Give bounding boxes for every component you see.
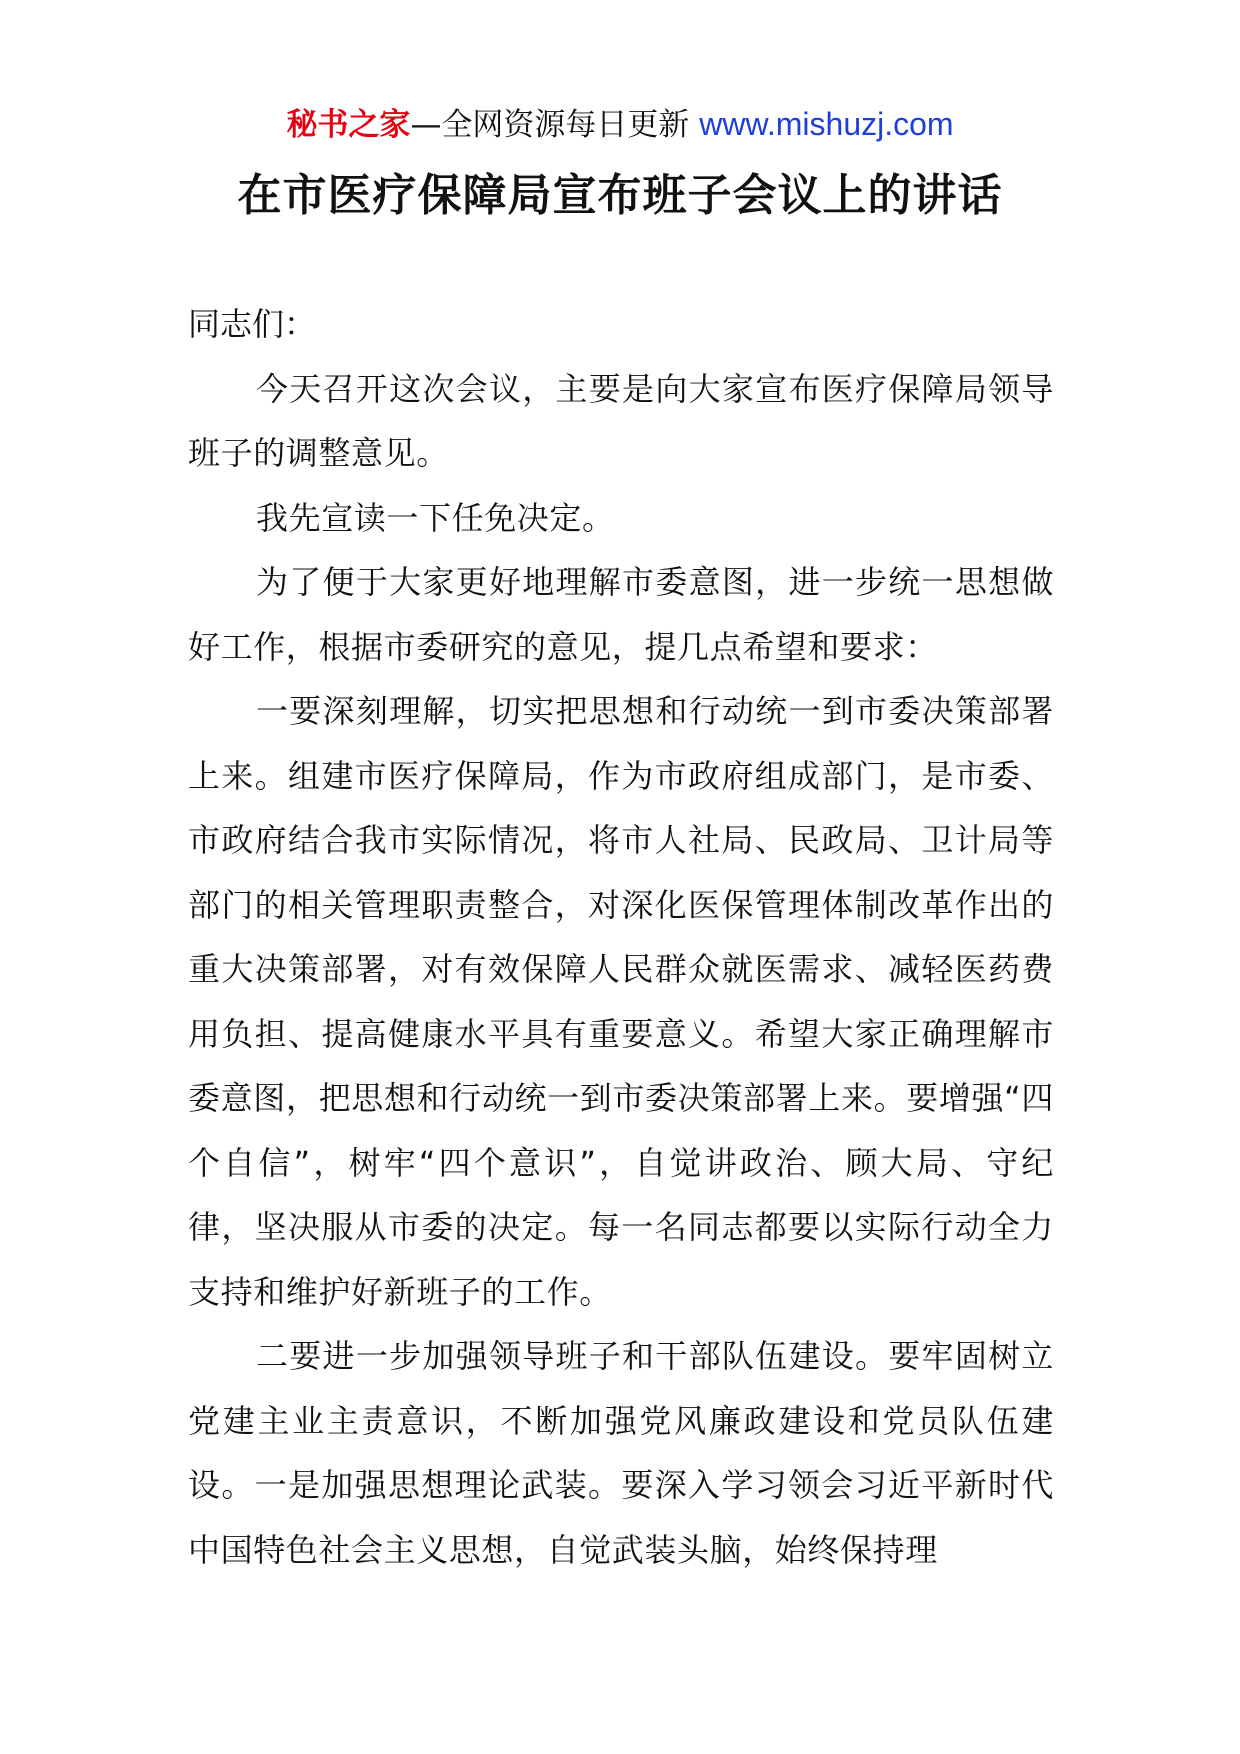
document-title: 在市医疗保障局宣布班子会议上的讲话: [237, 170, 1003, 221]
paragraph-5: 二要进一步加强领导班子和干部队伍建设。要牢固树立党建主业主责意识，不断加强党风廉政建设和党员队伍建设。一是加强思想理论武装。要深入学习领会习近平新时代中国特色社会主义思想，自觉武装头脑，始终保持理: [188, 1337, 1054, 1569]
paragraph-3: 为了便于大家更好地理解市委意图，进一步统一思想做好工作，根据市委研究的意见，提几点希望和要求：: [188, 563, 1054, 666]
paragraph-2: 我先宣读一下任免决定。: [256, 498, 615, 537]
document-body: [188, 292, 1054, 1582]
site-header: [0, 102, 1240, 147]
site-url-link[interactable]: www.mishuzj.com: [699, 106, 954, 142]
paragraph-4: 一要深刻理解，切实把思想和行动统一到市委决策部署上来。组建市医疗保障局，作为市政府组成部门，是市委、市政府结合我市实际情况，将市人社局、民政局、卫计局等部门的相关管理职责整合，对深化医保管理体制改革作出的重大决策部署，对有效保障人民群众就医需求、减轻医药费用负担、提高健康水平具有重要意义。希望大家正确理解市委意图，把思想和行动统一到市委决策部署上来。要增强“四个自信”，树牢“四个意识”，自觉讲政治、顾大局、守纪律，坚决服从市委的决定。每一名同志都要以实际行动全力支持和维护好新班子的工作。: [188, 692, 1054, 1311]
header-tagline: —全网资源每日更新: [410, 107, 700, 143]
brand-name: 秘书之家: [286, 107, 411, 143]
salutation: 同志们：: [188, 305, 317, 343]
paragraph-1: 今天召开这次会议，主要是向大家宣布医疗保障局领导班子的调整意见。: [188, 369, 1054, 472]
